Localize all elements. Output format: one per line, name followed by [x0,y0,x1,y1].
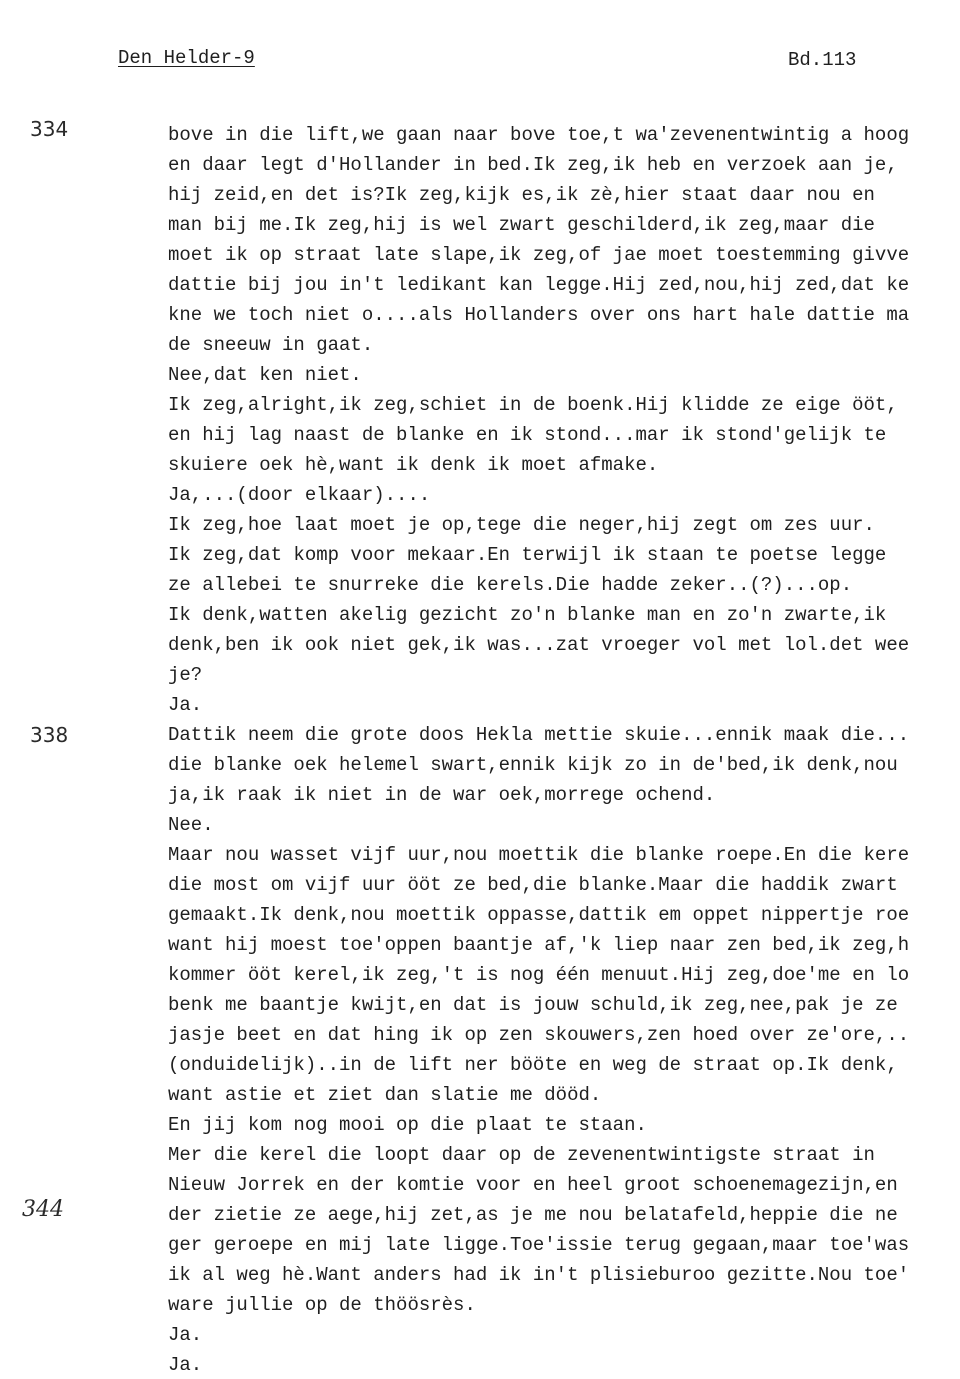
text-line: die most om vijf uur ööt ze bed,die blanke.Maar die haddik zwart [168,874,898,896]
text-line: kne we toch niet o....als Hollanders over ons hart hale dattie ma [168,304,910,326]
text-line: (onduidelijk)..in de lift ner bööte en weg de straat op.Ik denk, [168,1054,898,1076]
text-line: moet ik op straat late slape,ik zeg,of jae moet toestemming givve [168,244,910,266]
text-line: Ja. [168,694,203,716]
text-line: want astie et ziet dan slatie me dööd. [168,1084,602,1106]
text-line: gemaakt.Ik denk,nou moettik oppasse,dattik em oppet nippertje roe [168,904,910,926]
text-line: ik al weg hè.Want anders had ik in't plisieburoo gezitte.Nou toe' [168,1264,910,1286]
text-line: denk,ben ik ook niet gek,ik was...zat vroeger vol met lol.det wee [168,634,910,656]
document-title: Den Helder-9 [118,47,255,69]
text-line: jasje beet en dat hing ik op zen skouwers,zen hoed over ze'ore,.. [168,1024,910,1046]
text-line: Ja. [168,1324,203,1346]
page-reference: Bd.113 [788,49,857,71]
text-line: ware jullie op de thöösrès. [168,1294,476,1316]
text-line: ja,ik raak ik niet in de war oek,morrege ochend. [168,784,716,806]
text-line: dattie bij jou in't ledikant kan legge.Hij zed,nou,hij zed,dat ke [168,274,910,296]
text-line: Nee. [168,814,214,836]
text-line: de sneeuw in gaat. [168,334,374,356]
text-line: Nieuw Jorrek en der komtie voor en heel groot schoenemagezijn,en [168,1174,898,1196]
text-line: der zietie ze aege,hij zet,as je me nou belatafeld,heppie die ne [168,1204,898,1226]
text-line: Ik zeg,hoe laat moet je op,tege die neger,hij zegt om zes uur. [168,514,875,536]
text-line: Mer die kerel die loopt daar op de zevenentwintigste straat in [168,1144,875,1166]
text-line: Maar nou wasset vijf uur,nou moettik die blanke roepe.En die kere [168,844,910,866]
text-line: je? [168,664,203,686]
text-line: want hij moest toe'oppen baantje af,'k liep naar zen bed,ik zeg,h [168,934,910,956]
text-line: Ik zeg,alright,ik zeg,schiet in de boenk.Hij klidde ze eige ööt, [168,394,898,416]
text-line: ze allebei te snurreke die kerels.Die hadde zeker..(?)...op. [168,574,853,596]
transcript-body [168,120,960,1379]
margin-note-334: 334 [30,117,69,141]
text-line: Ik zeg,dat komp voor mekaar.En terwijl ik staan te poetse legge [168,544,887,566]
text-line: Ja. [168,1354,203,1376]
text-line: Ik denk,watten akelig gezicht zo'n blanke man en zo'n zwarte,ik [168,604,887,626]
text-line: hij zeid,en det is?Ik zeg,kijk es,ik zè,hier staat daar nou en [168,184,875,206]
text-line: bove in die lift,we gaan naar bove toe,t wa'zevenentwintig a hoog [168,124,910,146]
text-line: man bij me.Ik zeg,hij is wel zwart geschilderd,ik zeg,maar die [168,214,875,236]
text-line: benk me baantje kwijt,en dat is jouw schuld,ik zeg,nee,pak je ze [168,994,898,1016]
text-line: kommer ööt kerel,ik zeg,'t is nog één menuut.Hij zeg,doe'me en lo [168,964,910,986]
margin-note-344: 344 [22,1197,64,1222]
text-line: en hij lag naast de blanke en ik stond...mar ik stond'gelijk te [168,424,887,446]
text-line: skuiere oek hè,want ik denk ik moet afmake. [168,454,659,476]
text-line: En jij kom nog mooi op die plaat te staan. [168,1114,647,1136]
text-line: en daar legt d'Hollander in bed.Ik zeg,ik heb en verzoek aan je, [168,154,898,176]
text-line: die blanke oek helemel swart,ennik kijk zo in de'bed,ik denk,nou [168,754,898,776]
text-line: Dattik neem die grote doos Hekla mettie skuie...ennik maak die... [168,724,910,746]
text-line: Nee,dat ken niet. [168,364,362,386]
text-line: ger geroepe en mij late ligge.Toe'issie terug gegaan,maar toe'was [168,1234,910,1256]
margin-note-338: 338 [30,723,69,747]
text-line: Ja,...(door elkaar).... [168,484,431,506]
